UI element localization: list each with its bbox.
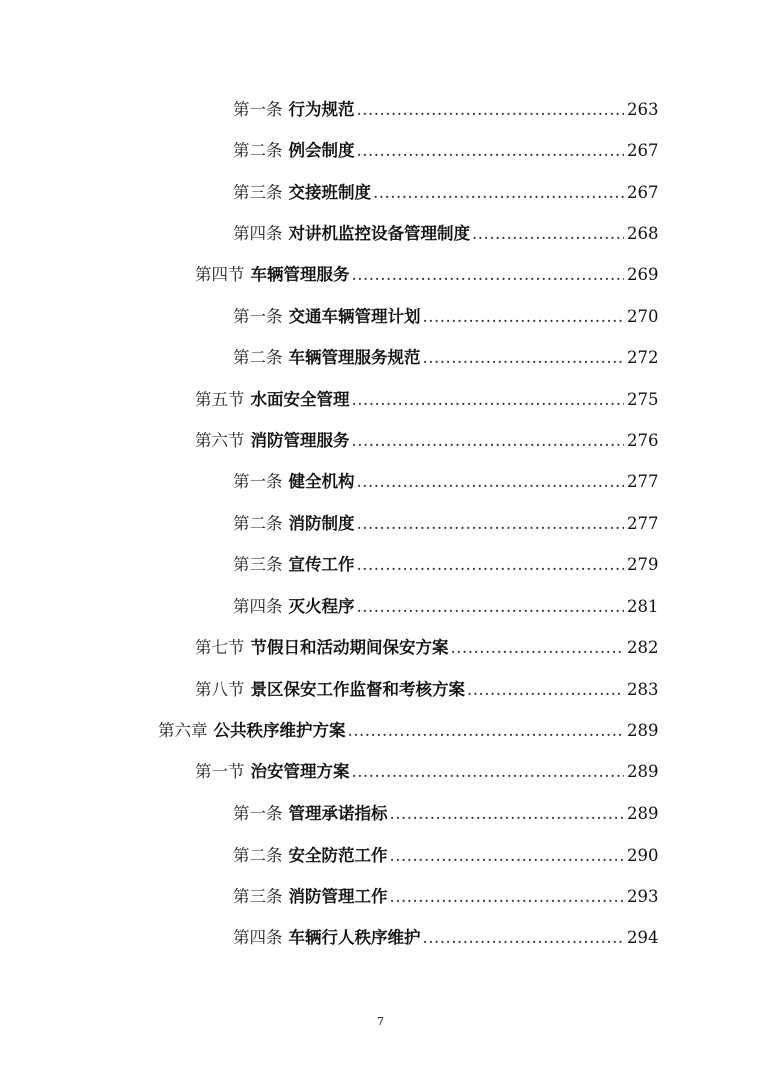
toc-entry[interactable] xyxy=(195,759,659,785)
toc-entry-title: 交接班制度 xyxy=(288,183,371,202)
toc-entry-title: 消防制度 xyxy=(288,514,355,533)
toc-entry-title: 景区保安工作监督和考核方案 xyxy=(250,680,465,699)
toc-leader-dots xyxy=(467,677,624,703)
toc-entry-page: 293 xyxy=(627,887,659,906)
toc-entry-page: 267 xyxy=(627,141,659,160)
toc-entry-number: 第一条 xyxy=(233,472,283,491)
toc-entry-title: 车辆管理服务规范 xyxy=(288,348,421,367)
toc-entry-number: 第三条 xyxy=(233,555,283,574)
toc-leader-dots xyxy=(352,262,625,288)
toc-entry-title: 节假日和活动期间保安方案 xyxy=(250,638,449,657)
toc-entry-title: 消防管理工作 xyxy=(288,887,388,906)
toc-entry-title: 宣传工作 xyxy=(288,555,355,574)
toc-leader-dots xyxy=(390,801,625,827)
toc-entry-title: 治安管理方案 xyxy=(250,762,350,781)
toc-leader-dots xyxy=(348,718,625,744)
toc-entry-number: 第四条 xyxy=(233,224,283,243)
toc-entry-page: 277 xyxy=(627,514,659,533)
toc-entry-number: 第一条 xyxy=(233,804,283,823)
toc-leader-dots xyxy=(357,469,625,495)
toc-leader-dots xyxy=(352,759,625,785)
toc-entry-title: 水面安全管理 xyxy=(250,390,350,409)
toc-leader-dots xyxy=(390,843,625,869)
toc-entry-page: 279 xyxy=(627,555,659,574)
toc-entry[interactable] xyxy=(233,552,659,578)
toc-leader-dots xyxy=(423,345,625,371)
toc-entry-title: 对讲机监控设备管理制度 xyxy=(288,224,470,243)
toc-entry-title: 消防管理服务 xyxy=(250,431,350,450)
toc-entry-title: 车辆行人秩序维护 xyxy=(288,928,421,947)
toc-entry-number: 第三条 xyxy=(233,183,283,202)
toc-entry-page: 290 xyxy=(627,846,659,865)
toc-entry-page: 283 xyxy=(627,680,659,699)
toc-entry[interactable] xyxy=(233,304,659,330)
toc-entry-page: 277 xyxy=(627,472,659,491)
toc-entry-title: 公共秩序维护方案 xyxy=(213,721,346,740)
toc-leader-dots xyxy=(352,428,625,454)
toc-entry[interactable] xyxy=(233,97,659,123)
toc-entry[interactable] xyxy=(233,884,659,910)
toc-entry[interactable] xyxy=(195,262,659,288)
toc-entry[interactable] xyxy=(233,180,659,206)
toc-entry-number: 第六章 xyxy=(158,721,208,740)
toc-leader-dots xyxy=(423,304,625,330)
toc-entry-number: 第一条 xyxy=(233,307,283,326)
toc-entry[interactable] xyxy=(195,677,659,703)
toc-entry-number: 第一节 xyxy=(195,762,245,781)
toc-entry[interactable] xyxy=(233,843,659,869)
toc-entry[interactable] xyxy=(233,138,659,164)
toc-entry[interactable] xyxy=(195,635,659,661)
toc-leader-dots xyxy=(352,387,625,413)
toc-entry-number: 第二条 xyxy=(233,514,283,533)
toc-entry-page: 263 xyxy=(627,100,659,119)
toc-entry-page: 269 xyxy=(627,265,659,284)
toc-entry-title: 例会制度 xyxy=(288,141,355,160)
toc-entry[interactable] xyxy=(195,428,659,454)
toc-entry-number: 第五节 xyxy=(195,390,245,409)
toc-entry[interactable] xyxy=(233,469,659,495)
toc-entry[interactable] xyxy=(233,511,659,537)
toc-leader-dots xyxy=(472,221,624,247)
toc-entry-number: 第四节 xyxy=(195,265,245,284)
toc-entry-title: 车辆管理服务 xyxy=(250,265,350,284)
toc-leader-dots xyxy=(357,594,625,620)
toc-leader-dots xyxy=(423,925,625,951)
toc-entry-number: 第二条 xyxy=(233,348,283,367)
toc-entry-page: 282 xyxy=(627,638,659,657)
toc-entry-page: 289 xyxy=(627,804,659,823)
toc-leader-dots xyxy=(390,884,625,910)
toc-leader-dots xyxy=(357,138,625,164)
toc-entry-page: 270 xyxy=(627,307,659,326)
toc-entry-title: 健全机构 xyxy=(288,472,355,491)
toc-entry-title: 交通车辆管理计划 xyxy=(288,307,421,326)
toc-entry[interactable] xyxy=(233,221,659,247)
toc-leader-dots xyxy=(373,180,624,206)
toc-entry-page: 289 xyxy=(627,721,659,740)
toc-entry-number: 第四条 xyxy=(233,928,283,947)
toc-entry[interactable] xyxy=(233,345,659,371)
toc-entry[interactable] xyxy=(158,718,659,744)
toc-entry-page: 272 xyxy=(627,348,659,367)
toc-entry-page: 294 xyxy=(627,928,659,947)
toc-entry[interactable] xyxy=(233,594,659,620)
toc-entry-number: 第四条 xyxy=(233,597,283,616)
toc-leader-dots xyxy=(357,511,625,537)
toc-entry-number: 第三条 xyxy=(233,887,283,906)
toc-entry-number: 第二条 xyxy=(233,141,283,160)
toc-entry-title: 灭火程序 xyxy=(288,597,355,616)
toc-entry-number: 第二条 xyxy=(233,846,283,865)
toc-entry-title: 行为规范 xyxy=(288,100,355,119)
toc-leader-dots xyxy=(357,552,625,578)
toc-entry-title: 管理承诺指标 xyxy=(288,804,388,823)
toc-entry-number: 第六节 xyxy=(195,431,245,450)
toc-entry-page: 267 xyxy=(627,183,659,202)
toc-entry-number: 第七节 xyxy=(195,638,245,657)
toc-entry-page: 268 xyxy=(627,224,659,243)
toc-entry[interactable] xyxy=(233,801,659,827)
toc-entry-page: 275 xyxy=(627,390,659,409)
toc-entry-page: 276 xyxy=(627,431,659,450)
toc-leader-dots xyxy=(357,97,625,123)
toc-entry[interactable] xyxy=(233,925,659,951)
toc-leader-dots xyxy=(451,635,625,661)
toc-entry[interactable] xyxy=(195,387,659,413)
toc-entry-number: 第八节 xyxy=(195,680,245,699)
toc-entry-number: 第一条 xyxy=(233,100,283,119)
toc-entry-page: 281 xyxy=(627,597,659,616)
toc-entry-page: 289 xyxy=(627,762,659,781)
toc-entry-title: 安全防范工作 xyxy=(288,846,388,865)
page-number: 7 xyxy=(377,1015,384,1028)
